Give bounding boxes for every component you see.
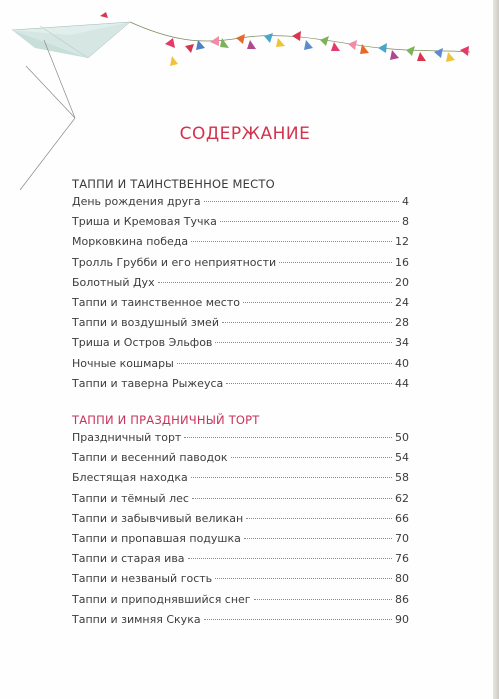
dot-leader [215, 342, 392, 343]
dot-leader [231, 457, 392, 458]
toc-entry-title: Триша и Кремовая Тучка [72, 215, 217, 229]
toc-entry-page-number: 8 [402, 215, 409, 229]
toc-entry-title: Таппи и пропавшая подушка [72, 531, 241, 545]
toc-entry-title: Таппи и старая ива [72, 552, 185, 566]
toc-entry-page-number: 28 [395, 316, 409, 330]
dot-leader [244, 538, 392, 539]
toc-entry-page-number: 24 [395, 295, 409, 309]
toc-entry [72, 532, 409, 552]
dot-leader [243, 302, 392, 303]
toc-entry-title: День рождения друга [72, 195, 201, 208]
toc-entry-page-number: 44 [395, 376, 409, 390]
toc-entry-title: Блестящая находка [72, 471, 188, 485]
toc-entry [72, 256, 409, 276]
toc-entry-page-number: 80 [395, 572, 409, 586]
dot-leader [215, 578, 392, 579]
toc-entry-page-number: 54 [395, 451, 409, 465]
toc-entry [72, 593, 409, 613]
toc-entry [72, 296, 409, 316]
toc-entry [72, 431, 409, 451]
section-heading-1: ТАППИ И ТАИНСТВЕННОЕ МЕСТО [72, 177, 275, 191]
toc-entry-title: Морковкина победа [72, 235, 189, 249]
dot-leader [188, 558, 392, 559]
toc-entry-title: Тролль Грубби и его неприятности [72, 255, 277, 269]
toc-entry [72, 492, 409, 512]
dot-leader [204, 201, 399, 202]
toc-entry-title: Таппи и весенний паводок [72, 451, 228, 465]
toc-entry [72, 572, 409, 592]
section-heading-2: ТАППИ И ПРАЗДНИЧНЫЙ ТОРТ [72, 413, 260, 427]
toc-entry-page-number: 20 [395, 275, 409, 289]
toc-entry [72, 471, 409, 491]
toc-entry-page-number: 70 [395, 531, 409, 545]
toc-entry-title: Таппи и приподнявшийся снег [72, 592, 251, 606]
toc-entry [72, 451, 409, 471]
toc-entry-title: Праздничный торт [72, 431, 182, 444]
dot-leader [226, 383, 392, 384]
dot-leader [191, 241, 392, 242]
toc-entry-title: Таппи и воздушный змей [72, 316, 219, 330]
dot-leader [204, 619, 392, 620]
toc-entry-title: Таппи и таверна Рыжеуса [72, 376, 224, 390]
toc-entry-page-number: 12 [395, 235, 409, 249]
toc-entry [72, 552, 409, 572]
toc-entry [72, 316, 409, 336]
toc-entry-page-number: 76 [395, 552, 409, 566]
dot-leader [246, 518, 392, 519]
toc-entry-page-number: 86 [395, 592, 409, 606]
page-title: СОДЕРЖАНИЕ [179, 124, 311, 144]
toc-entry-title: Таппи и тёмный лес [72, 491, 189, 505]
toc-entry-page-number: 16 [395, 255, 409, 269]
dot-leader [279, 262, 392, 263]
dot-leader [158, 282, 392, 283]
toc-entry-title: Таппи и таинственное место [72, 295, 240, 309]
toc-entry-title: Триша и Остров Эльфов [72, 336, 213, 350]
toc-entry-title: Таппи и незваный гость [72, 572, 213, 586]
dot-leader [254, 599, 392, 600]
dot-leader [191, 477, 392, 478]
kite-icon [12, 12, 130, 190]
toc-entry [72, 235, 409, 255]
dot-leader [222, 322, 392, 323]
kite-tail-icon [130, 22, 470, 66]
toc-entry [72, 613, 409, 633]
toc-entry [72, 512, 409, 532]
toc-entry-page-number: 40 [395, 356, 409, 370]
toc-entry-page-number: 34 [395, 336, 409, 350]
toc-list-1 [72, 195, 409, 397]
toc-entry-page-number: 62 [395, 491, 409, 505]
toc-entry [72, 377, 409, 397]
toc-entry-title: Болотный Дух [72, 275, 155, 289]
dot-leader [220, 221, 399, 222]
kite-illustration [0, 0, 499, 200]
toc-entry [72, 215, 409, 235]
page-edge [493, 0, 499, 699]
dot-leader [192, 498, 392, 499]
toc-entry [72, 195, 409, 215]
toc-entry-page-number: 58 [395, 471, 409, 485]
toc-entry-title: Таппи и зимняя Скука [72, 612, 201, 626]
toc-entry [72, 336, 409, 356]
toc-list-2 [72, 431, 409, 633]
dot-leader [184, 437, 392, 438]
toc-entry-title: Ночные кошмары [72, 356, 174, 370]
toc-entry-page-number: 66 [395, 511, 409, 525]
dot-leader [177, 363, 392, 364]
toc-entry-title: Таппи и забывчивый великан [72, 511, 244, 525]
toc-entry [72, 357, 409, 377]
toc-entry-page-number: 90 [395, 612, 409, 626]
toc-entry-page-number: 50 [395, 431, 409, 444]
toc-entry [72, 276, 409, 296]
toc-entry-page-number: 4 [402, 195, 409, 208]
